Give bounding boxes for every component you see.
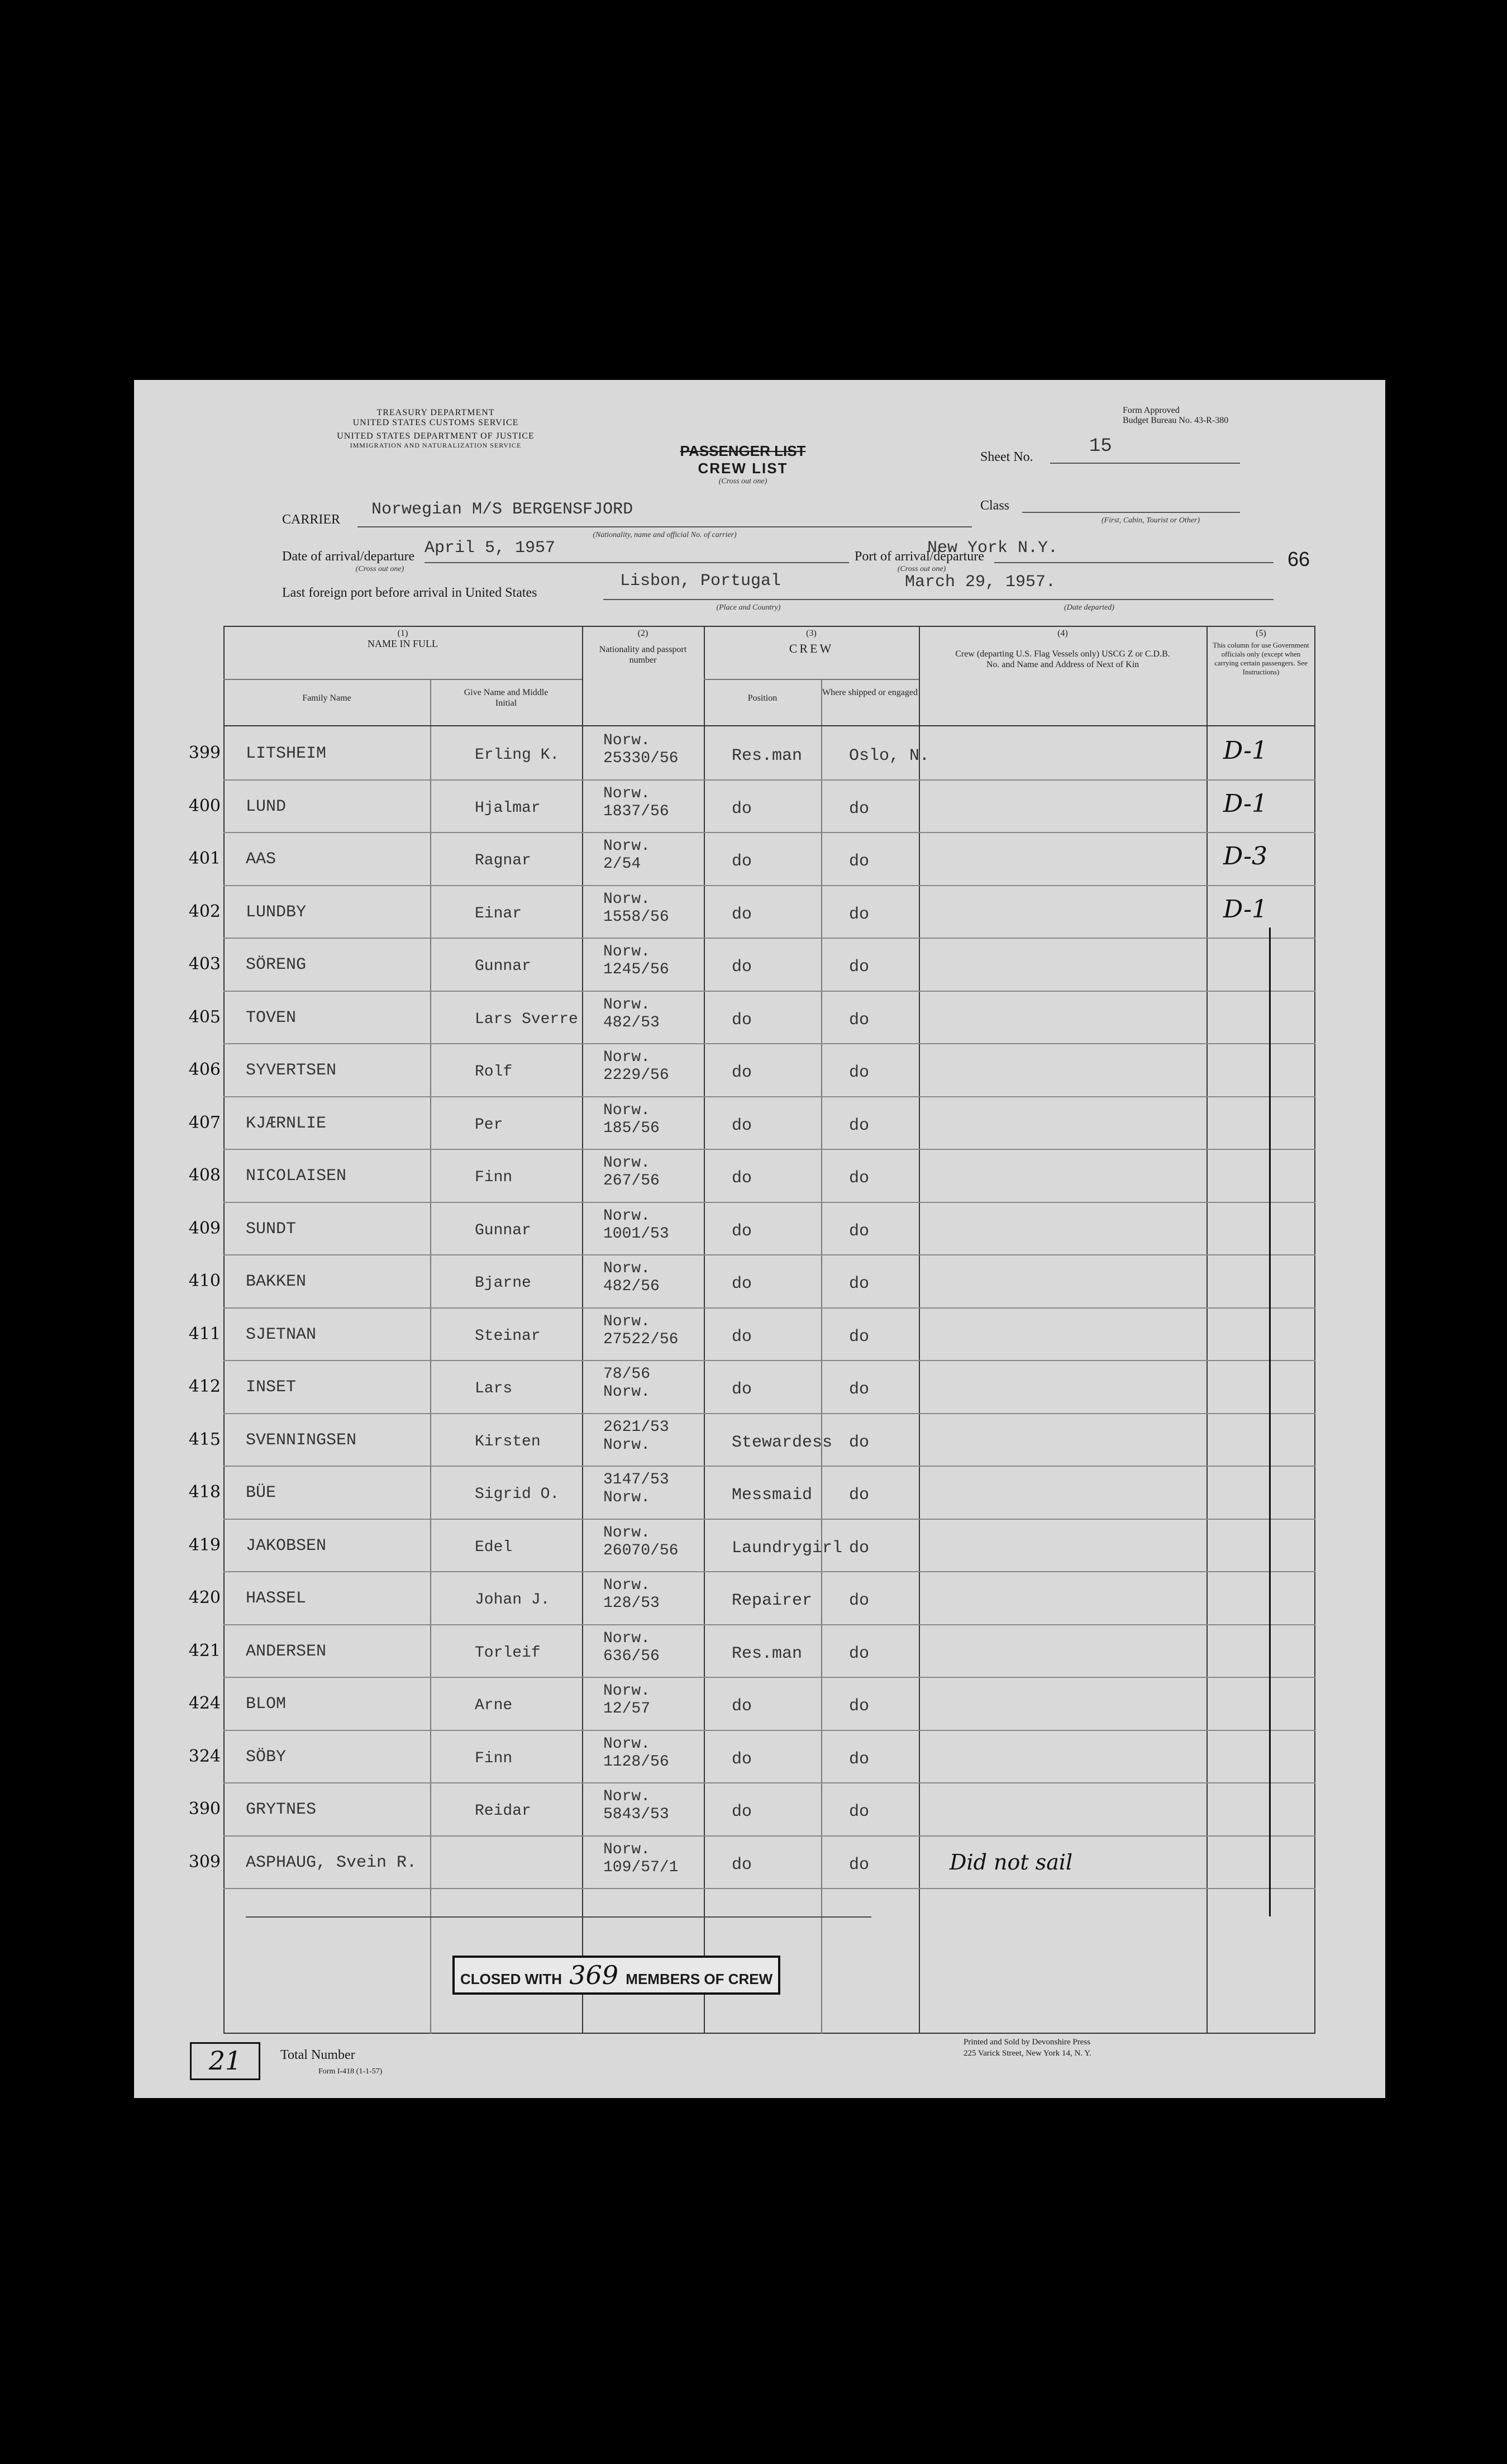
- nationality-passport: Norw.: [603, 1629, 651, 1647]
- passport-number: Norw.: [603, 1383, 651, 1401]
- nationality-passport: Norw.: [603, 1735, 651, 1753]
- row-number: 412: [188, 1377, 221, 1396]
- position: do: [732, 852, 752, 871]
- row-number: 415: [188, 1429, 221, 1449]
- given-name: Rolf: [475, 1063, 513, 1081]
- family-name: GRYTNES: [246, 1800, 317, 1819]
- family-name: KJÆRNLIE: [246, 1114, 327, 1133]
- shipped-location: do: [849, 958, 870, 977]
- nationality-passport: Norw.: [603, 943, 651, 960]
- passport-number: 1837/56: [603, 802, 669, 820]
- family-name: HASSEL: [246, 1589, 307, 1608]
- given-name: Finn: [475, 1169, 513, 1186]
- row-number: 421: [188, 1640, 221, 1661]
- family-name: SUNDT: [246, 1219, 297, 1239]
- table-row: [188, 885, 1315, 938]
- table-row: [188, 1835, 1315, 1888]
- shipped-location: do: [849, 905, 870, 924]
- family-name: SVENNINGSEN: [246, 1430, 357, 1450]
- printer-info: [964, 2037, 1091, 2059]
- nationality-passport: Norw.: [603, 1577, 651, 1594]
- row-number: 410: [188, 1271, 221, 1291]
- last-port-label: Last foreign port before arrival in United States: [282, 586, 537, 600]
- given-name-header: Give Name and Middle Initial: [464, 688, 549, 708]
- crew-list-form: [134, 380, 1385, 2098]
- date-caption: (Cross out one): [355, 565, 404, 573]
- family-name: SYVERTSEN: [246, 1061, 337, 1080]
- family-name: LITSHEIM: [246, 744, 327, 763]
- crew-list-title: CREW LIST: [698, 460, 788, 477]
- date-departed-caption: (Date departed): [1064, 603, 1114, 612]
- shipped-location: do: [849, 1010, 870, 1030]
- nationality-passport: Norw.: [603, 784, 651, 802]
- position: do: [732, 1063, 752, 1082]
- table-row: [188, 1202, 1315, 1254]
- table-row: [188, 1730, 1315, 1782]
- shipped-header: Where shipped or engaged: [822, 688, 918, 697]
- family-name-header: Family Name: [302, 693, 351, 703]
- given-name: Edel: [475, 1538, 513, 1556]
- family-name: TOVEN: [246, 1008, 297, 1028]
- table-row: [188, 1096, 1315, 1149]
- nationality-passport: Norw.: [603, 1260, 651, 1277]
- passport-number: Norw.: [603, 1489, 651, 1506]
- shipped-location: do: [849, 852, 870, 871]
- given-name: Arne: [475, 1697, 513, 1714]
- col1-header: [223, 628, 582, 649]
- given-name: Steinar: [475, 1327, 541, 1345]
- position: do: [732, 1380, 752, 1399]
- sheet-no-label: Sheet No.: [980, 450, 1033, 464]
- row-number: 402: [188, 901, 221, 921]
- total-number-label: Total Number: [280, 2048, 355, 2062]
- class-label: Class: [980, 498, 1010, 513]
- row-number: 420: [188, 1588, 221, 1607]
- col2-number: (2): [637, 629, 648, 638]
- given-name: Lars: [475, 1380, 513, 1397]
- given-name: Bjarne: [475, 1274, 531, 1292]
- given-name: Reidar: [475, 1802, 531, 1820]
- nationality-passport: Norw.: [603, 732, 651, 749]
- table-row: [188, 991, 1315, 1043]
- nationality-passport: Norw.: [603, 1154, 651, 1172]
- position: do: [732, 1169, 752, 1188]
- position: do: [732, 1697, 752, 1716]
- nationality-passport: Norw.: [603, 838, 651, 855]
- position: do: [732, 1116, 752, 1135]
- passport-number: 2/54: [603, 855, 641, 873]
- closing-stamp: [452, 1956, 780, 1995]
- position: do: [732, 1274, 752, 1293]
- table-row: [188, 1307, 1315, 1360]
- nationality-passport: Norw.: [603, 1207, 651, 1225]
- passport-number: 12/57: [603, 1700, 651, 1718]
- passport-number: 185/56: [603, 1119, 660, 1137]
- shipped-location: do: [849, 1697, 870, 1716]
- position: do: [732, 1749, 752, 1769]
- date-label: Date of arrival/departure: [282, 549, 415, 564]
- shipped-location: do: [849, 1327, 870, 1347]
- position: do: [732, 1010, 752, 1030]
- position: do: [732, 1855, 752, 1875]
- form-number: Form I-418 (1-1-57): [318, 2067, 383, 2076]
- row-number: 406: [188, 1060, 221, 1079]
- passport-number: 1558/56: [603, 908, 669, 926]
- given-name: Ragnar: [475, 852, 531, 869]
- shipped-location: do: [849, 1433, 870, 1452]
- family-name: INSET: [246, 1378, 297, 1397]
- passport-number: 636/56: [603, 1647, 660, 1665]
- shipped-location: do: [849, 1538, 870, 1558]
- row-number: 401: [188, 849, 221, 868]
- position: do: [732, 905, 752, 924]
- shipped-location: do: [849, 1116, 870, 1135]
- position: do: [732, 799, 752, 819]
- list-title-block: [659, 443, 827, 486]
- passport-number: 128/53: [603, 1595, 660, 1612]
- stamp-prefix: CLOSED WITH: [460, 1971, 562, 1987]
- col3-number: (3): [806, 629, 817, 638]
- col2-header: [582, 628, 704, 665]
- col5-header: [1206, 628, 1315, 677]
- shipped-location: do: [849, 1802, 870, 1821]
- given-name: Lars Sverre: [475, 1010, 578, 1028]
- family-name: SÖBY: [246, 1747, 287, 1767]
- last-port-caption: (Place and Country): [716, 603, 781, 612]
- nationality-passport: Norw.: [603, 1840, 651, 1858]
- col3-header: [704, 628, 919, 654]
- nationality-passport: Norw.: [603, 1524, 651, 1542]
- row-number: 409: [188, 1218, 221, 1238]
- last-port-value: Lisbon, Portugal: [620, 572, 781, 591]
- port-label: Port of arrival/departure: [855, 549, 984, 564]
- passport-number: 1001/53: [603, 1225, 669, 1243]
- carrier-caption: (Nationality, name and official No. of carrier): [593, 531, 737, 539]
- col4-title: Crew (departing U.S. Flag Vessels only) USCG Z or C.D.B. No. and Name and Address of Next of Kin: [955, 649, 1170, 669]
- family-name: SÖRENG: [246, 955, 307, 974]
- given-name: Gunnar: [475, 1221, 531, 1239]
- passport-number: 5843/53: [603, 1806, 669, 1823]
- family-name: BÜE: [246, 1483, 276, 1502]
- form-approved-text: Form Approved: [1123, 406, 1180, 415]
- passport-number: 1128/56: [603, 1753, 669, 1771]
- port-value: New York N.Y.: [927, 539, 1058, 558]
- nationality-passport: Norw.: [603, 996, 651, 1014]
- col2-title: Nationality and passport number: [599, 645, 687, 665]
- position: Laundrygirl: [732, 1538, 843, 1558]
- table-row: [188, 1413, 1315, 1466]
- table-row: [188, 1360, 1315, 1412]
- dept-line-2: UNITED STATES CUSTOMS SERVICE: [352, 418, 519, 427]
- table-row: [188, 1624, 1315, 1677]
- passport-number: 2229/56: [603, 1067, 669, 1084]
- shipped-location: do: [849, 1644, 870, 1663]
- passenger-list-struck: PASSENGER LIST: [680, 443, 806, 459]
- official-mark: D-3: [1223, 842, 1267, 871]
- family-name: NICOLAISEN: [246, 1167, 347, 1186]
- row-note: Did not sail: [950, 1849, 1073, 1875]
- sheet-no-value: 15: [1089, 436, 1112, 457]
- col1-title: NAME IN FULL: [368, 638, 438, 649]
- row-number: 411: [188, 1324, 221, 1344]
- position: Res.man: [732, 746, 803, 765]
- table-row: [188, 1043, 1315, 1096]
- family-name: LUNDBY: [246, 902, 307, 922]
- page-mark: 66: [1287, 548, 1310, 570]
- passport-number: 25330/56: [603, 750, 679, 767]
- given-name: Erling K.: [475, 746, 560, 764]
- class-caption: (First, Cabin, Tourist or Other): [1101, 516, 1200, 525]
- position: Messmaid: [732, 1486, 813, 1505]
- nationality-passport: 78/56: [603, 1366, 651, 1383]
- col5-number: (5): [1256, 629, 1266, 638]
- row-number: 400: [188, 796, 221, 816]
- table-row: [188, 1519, 1315, 1571]
- family-name: BAKKEN: [246, 1272, 307, 1291]
- crew-table: [188, 626, 1315, 2034]
- family-name: JAKOBSEN: [246, 1536, 327, 1556]
- col5-title: This column for use Government officials only (except when carrying certain passengers. See Instructions): [1213, 641, 1309, 676]
- carrier-label: CARRIER: [282, 512, 341, 527]
- total-number-value: 21: [190, 2042, 260, 2080]
- family-name: ANDERSEN: [246, 1642, 327, 1661]
- col1-number: (1): [397, 629, 408, 638]
- printer-line-2: 225 Varick Street, New York 14, N. Y.: [964, 2049, 1091, 2058]
- position: Stewardess: [732, 1433, 833, 1452]
- col3-title: CREW: [789, 641, 834, 655]
- given-name: Hjalmar: [475, 799, 541, 817]
- nationality-passport: Norw.: [603, 1788, 651, 1805]
- official-mark: D-1: [1223, 789, 1267, 818]
- given-name: Johan J.: [475, 1591, 550, 1609]
- shipped-location: do: [849, 1855, 870, 1875]
- passport-number: 267/56: [603, 1172, 660, 1190]
- passport-number: 1245/56: [603, 961, 669, 978]
- given-name: Sigrid O.: [475, 1486, 560, 1503]
- shipped-location: do: [849, 1169, 870, 1188]
- table-row: [188, 779, 1315, 832]
- date-value: April 5, 1957: [425, 539, 556, 558]
- col4-header: [919, 628, 1206, 670]
- official-mark: D-1: [1223, 736, 1267, 765]
- dept-line-3: UNITED STATES DEPARTMENT OF JUSTICE: [337, 431, 535, 441]
- position: Repairer: [732, 1591, 813, 1610]
- row-number: 309: [188, 1852, 221, 1872]
- family-name: SJETNAN: [246, 1325, 317, 1344]
- shipped-location: do: [849, 1221, 870, 1241]
- nationality-passport: 3147/53: [603, 1471, 669, 1488]
- position: do: [732, 1221, 752, 1241]
- given-name: Gunnar: [475, 958, 531, 975]
- passport-number: 482/56: [603, 1278, 660, 1295]
- row-number: 399: [188, 743, 221, 763]
- shipped-location: do: [849, 1380, 870, 1399]
- row-number: 405: [188, 1007, 221, 1027]
- family-name: ASPHAUG, Svein R.: [246, 1853, 417, 1872]
- passport-number: Norw.: [603, 1436, 651, 1454]
- row-number: 408: [188, 1166, 221, 1185]
- row-number: 419: [188, 1535, 221, 1555]
- table-row: [188, 832, 1315, 884]
- form-approval: [1123, 406, 1228, 426]
- dept-line-1: TREASURY DEPARTMENT: [376, 408, 495, 417]
- position: do: [732, 1327, 752, 1347]
- printer-line-1: Printed and Sold by Devonshire Press: [964, 2038, 1091, 2047]
- passport-number: 109/57/1: [603, 1858, 679, 1876]
- nationality-passport: 2621/53: [603, 1418, 669, 1436]
- shipped-location: do: [849, 1486, 870, 1505]
- row-number: 418: [188, 1482, 221, 1502]
- family-name: AAS: [246, 850, 276, 869]
- budget-bureau-text: Budget Bureau No. 43-R-380: [1123, 416, 1229, 425]
- table-row: [188, 726, 1315, 779]
- given-name: Kirsten: [475, 1433, 541, 1450]
- family-name: BLOM: [246, 1695, 287, 1714]
- nationality-passport: Norw.: [603, 1101, 651, 1119]
- table-row: [188, 1571, 1315, 1624]
- row-number: 407: [188, 1112, 221, 1133]
- table-row: [188, 1782, 1315, 1835]
- port-caption: (Cross out one): [897, 565, 946, 573]
- nationality-passport: Norw.: [603, 890, 651, 908]
- given-name: Per: [475, 1116, 503, 1134]
- passport-number: 482/53: [603, 1014, 660, 1031]
- nationality-passport: Norw.: [603, 1049, 651, 1066]
- given-name: Einar: [475, 905, 522, 922]
- position: do: [732, 1802, 752, 1821]
- shipped-location: do: [849, 1591, 870, 1610]
- passport-number: 27522/56: [603, 1330, 679, 1348]
- given-name: Torleif: [475, 1644, 541, 1662]
- row-number: 390: [188, 1799, 221, 1819]
- list-title-caption: (Cross out one): [718, 477, 767, 486]
- table-row: [188, 1466, 1315, 1518]
- department-heading: [330, 408, 542, 450]
- family-name: LUND: [246, 797, 287, 816]
- table-row: [188, 1254, 1315, 1307]
- row-number: 403: [188, 954, 221, 974]
- position: Res.man: [732, 1644, 803, 1663]
- stamp-count: 369: [569, 1960, 619, 1990]
- nationality-passport: Norw.: [603, 1682, 651, 1700]
- row-number: 424: [188, 1694, 221, 1713]
- shipped-location: do: [849, 1274, 870, 1293]
- carrier-value: Norwegian M/S BERGENSFJORD: [371, 500, 633, 519]
- official-mark: D-1: [1223, 895, 1267, 924]
- position-header: Position: [747, 693, 778, 703]
- shipped-location: do: [849, 799, 870, 819]
- table-row: [188, 1677, 1315, 1729]
- shipped-location: do: [849, 1749, 870, 1769]
- date-departed-value: March 29, 1957.: [905, 573, 1056, 592]
- shipped-location: do: [849, 1063, 870, 1082]
- stamp-suffix: MEMBERS OF CREW: [626, 1971, 773, 1987]
- table-row: [188, 938, 1315, 990]
- passport-number: 26070/56: [603, 1542, 679, 1559]
- col4-number: (4): [1057, 629, 1068, 638]
- shipped-location: Oslo, N.: [849, 746, 930, 765]
- position: do: [732, 958, 752, 977]
- given-name: Finn: [475, 1749, 513, 1767]
- table-row: [188, 1149, 1315, 1201]
- dept-line-4: IMMIGRATION AND NATURALIZATION SERVICE: [350, 441, 522, 449]
- nationality-passport: Norw.: [603, 1312, 651, 1330]
- row-number: 324: [188, 1746, 221, 1766]
